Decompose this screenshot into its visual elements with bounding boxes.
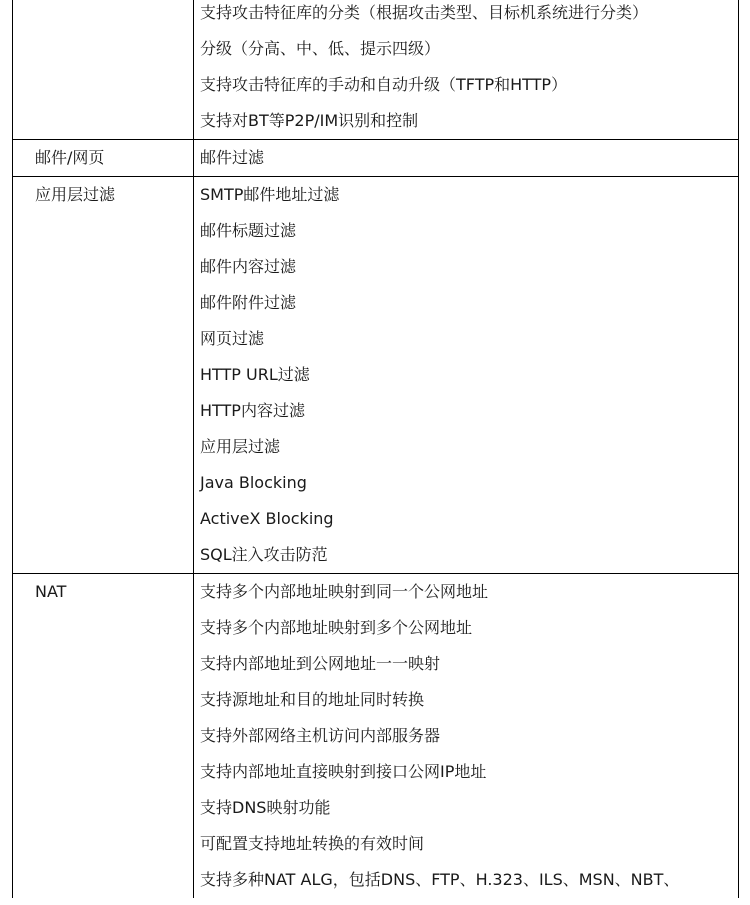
category-cell — [13, 0, 194, 140]
feature-item: 支持多个内部地址映射到同一个公网地址 — [200, 582, 489, 601]
feature-item: 分级（分高、中、低、提示四级） — [200, 39, 441, 58]
category-label: 应用层过滤 — [35, 185, 116, 204]
feature-cell — [194, 574, 739, 899]
feature-item: 支持内部地址直接映射到接口公网IP地址 — [200, 762, 487, 781]
table-row-nat — [13, 574, 739, 899]
feature-item: 邮件内容过滤 — [200, 257, 297, 276]
feature-cell — [194, 177, 739, 574]
feature-item: 应用层过滤 — [200, 437, 281, 456]
category-label — [13, 0, 193, 31]
feature-item: 支持对BT等P2P/IM识别和控制 — [200, 111, 419, 130]
category-cell — [13, 574, 194, 899]
feature-item: 支持多种NAT ALG，包括DNS、FTP、H.323、ILS、MSN、NBT、 — [200, 870, 680, 889]
spec-table — [12, 0, 739, 898]
feature-item: 邮件过滤 — [200, 148, 265, 167]
category-label: 邮件/网页 — [35, 148, 105, 167]
feature-item: 支持内部地址到公网地址一一映射 — [200, 654, 441, 673]
feature-item: 支持外部网络主机访问内部服务器 — [200, 726, 441, 745]
table-row-mail-web — [13, 140, 739, 177]
feature-cell — [194, 140, 739, 177]
feature-item: 支持多个内部地址映射到多个公网地址 — [200, 618, 473, 637]
feature-item: SMTP邮件地址过滤 — [200, 185, 340, 204]
feature-item: 支持源地址和目的地址同时转换 — [200, 690, 425, 709]
feature-item: 支持攻击特征库的分类（根据攻击类型、目标机系统进行分类） — [200, 3, 649, 22]
category-cell — [13, 140, 194, 177]
feature-item: HTTP URL过滤 — [200, 365, 310, 384]
feature-item: Java Blocking — [200, 473, 307, 492]
category-label: NAT — [35, 582, 67, 601]
feature-item: 可配置支持地址转换的有效时间 — [200, 834, 425, 853]
category-cell — [13, 177, 194, 574]
table-row-attack-signatures — [13, 0, 739, 140]
feature-item: ActiveX Blocking — [200, 509, 334, 528]
feature-item: 支持攻击特征库的手动和自动升级（TFTP和HTTP） — [200, 75, 568, 94]
feature-item: 网页过滤 — [200, 329, 265, 348]
feature-item: HTTP内容过滤 — [200, 401, 305, 420]
table-row-app-layer-filter — [13, 177, 739, 574]
feature-item: SQL注入攻击防范 — [200, 545, 328, 564]
feature-item: 邮件附件过滤 — [200, 293, 297, 312]
feature-item: 支持DNS映射功能 — [200, 798, 331, 817]
feature-cell — [194, 0, 739, 140]
feature-item: 邮件标题过滤 — [200, 221, 297, 240]
